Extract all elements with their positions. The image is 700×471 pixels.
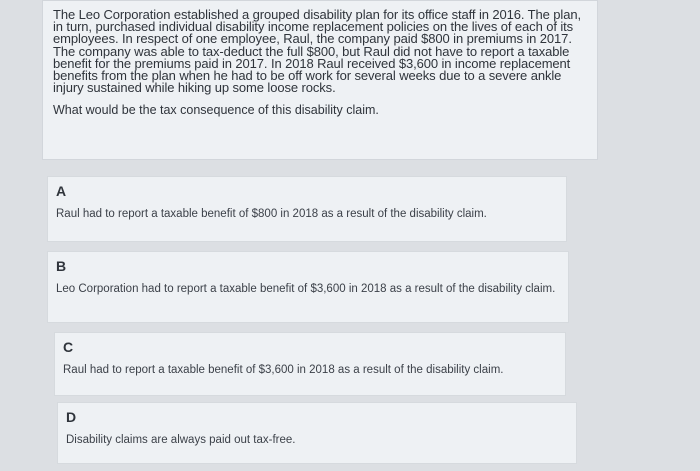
answer-option-a[interactable] <box>47 176 567 242</box>
answer-option-c[interactable] <box>54 332 566 396</box>
answer-option-b[interactable] <box>47 251 569 323</box>
question-text: The Leo Corporation established a grouped disability plan for its office staff in 2016. The plan, in turn, purchased individual disability income replacement policies on the lives of each of its employees. In respect of one employee, Raul, the company paid $800 in premiums in 2017. The company was able to tax-deduct the full $800, but Raul did not have to report a taxable benefit for the premiums paid in 2017. In 2018 Raul received $3,600 in income replacement benefits from the plan when he had to be off work for several weeks due to a severe ankle injury sustained while hiking up some loose rocks. <box>53 7 581 96</box>
answer-option-d[interactable] <box>57 402 577 464</box>
question-card <box>42 0 598 160</box>
option-letter: B <box>56 258 67 274</box>
option-text: Raul had to report a taxable benefit of $3,600 in 2018 as a result of the disability claim. <box>63 364 504 376</box>
option-letter: A <box>56 183 67 199</box>
option-text: Disability claims are always paid out tax-free. <box>66 434 296 446</box>
question-prompt: What would be the tax consequence of this disability claim. <box>53 103 379 118</box>
option-letter: D <box>66 409 77 425</box>
option-text: Raul had to report a taxable benefit of $800 in 2018 as a result of the disability claim. <box>56 208 487 220</box>
option-letter: C <box>63 339 74 355</box>
option-text: Leo Corporation had to report a taxable benefit of $3,600 in 2018 as a result of the disability claim. <box>56 283 556 295</box>
